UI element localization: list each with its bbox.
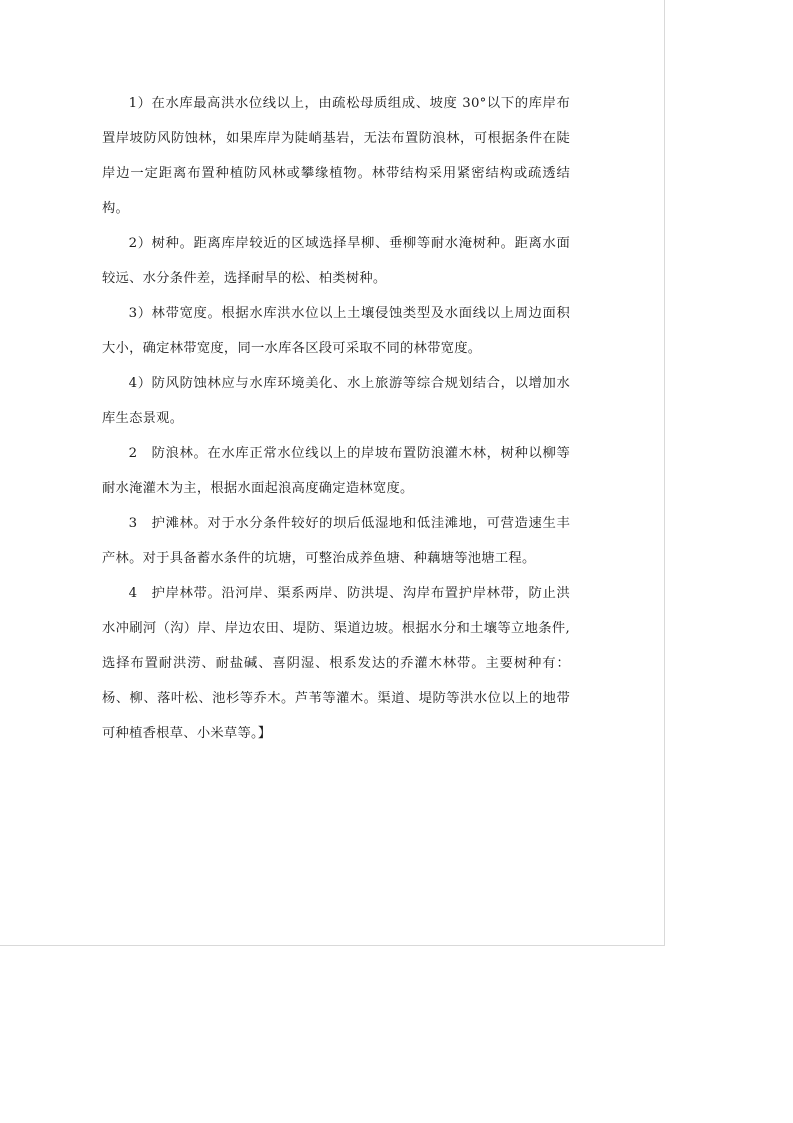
paragraph-tree-species: 2）树种。距离库岸较近的区域选择旱柳、垂柳等耐水淹树种。距离水面较远、水分条件差，选择耐旱的松、柏类树种。: [102, 236, 570, 286]
paragraph-landscape-planning: 4）防风防蚀林应与水库环境美化、水上旅游等综合规划结合，以增加水库生态景观。: [102, 376, 570, 426]
paragraph-shelterbelt: 1）在水库最高洪水位线以上，由疏松母质组成、坡度 30°以下的库岸布置岸坡防风防蚀林，如果库岸为陡峭基岩，无法布置防浪林，可根据条件在陡岸边一定距离布置种植防风林或攀缘植物。林带结构采用紧密结构或疏透结构。: [102, 96, 570, 216]
paragraph-belt-width: 3）林带宽度。根据水库洪水位以上土壤侵蚀类型及水面线以上周边面积大小，确定林带宽度，同一水库各区段可采取不同的林带宽度。: [102, 306, 570, 356]
paragraph-beach-protection-forest: 3 护滩林。对于水分条件较好的坝后低湿地和低洼滩地，可营造速生丰产林。对于具备蓄水条件的坑塘，可整治成养鱼塘、种藕塘等池塘工程。: [102, 516, 570, 566]
document-body: [102, 86, 570, 751]
paragraph-wave-protection-forest: 2 防浪林。在水库正常水位线以上的岸坡布置防浪灌木林，树种以柳等耐水淹灌木为主，根据水面起浪高度确定造林宽度。: [102, 446, 570, 496]
paragraph-bank-protection-belt: 4 护岸林带。沿河岸、渠系两岸、防洪堤、沟岸布置护岸林带，防止洪水冲刷河（沟）岸、岸边农田、堤防、渠道边坡。根据水分和土壤等立地条件,选择布置耐洪涝、耐盐碱、喜阴湿、根系发达的乔灌木林带。主要树种有：杨、柳、落叶松、池杉等乔木。芦苇等灌木。渠道、堤防等洪水位以上的地带可种植香根草、小米草等。】: [102, 586, 570, 741]
